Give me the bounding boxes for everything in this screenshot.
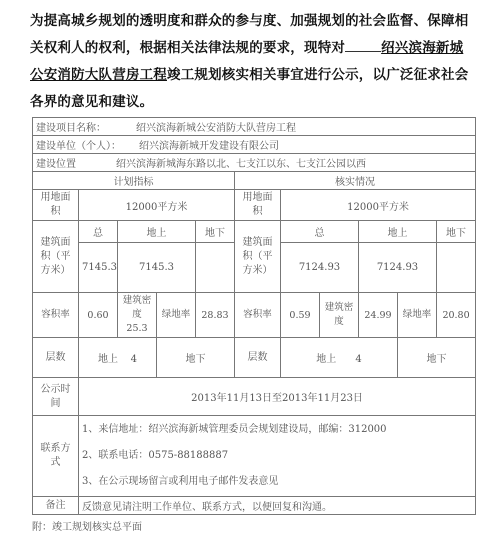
row-location [33, 154, 476, 172]
building-total-planned: 7145.3 [79, 243, 118, 293]
building-above-verified: 7124.93 [359, 243, 437, 293]
project-name: 绍兴滨海新城公安消防大队营房工程 [30, 40, 464, 83]
floors-v-label: 层数 [235, 338, 281, 378]
land-area-verified-label: 用地面积 [235, 190, 281, 221]
floors-above-planned [79, 338, 157, 378]
contact-label: 联系方式 [33, 416, 79, 497]
value-builder: 绍兴滨海新城开发建设有限公司 [139, 141, 279, 152]
far-label: 容积率 [33, 293, 79, 338]
far-planned: 0.60 [79, 293, 118, 338]
note-label: 备注 [33, 497, 79, 515]
floors-above-verified [281, 338, 398, 378]
publicity-label: 公示时间 [33, 378, 79, 416]
footer-attachment: 附：竣工规划核实总平面 [32, 522, 142, 533]
green-v-label: 绿地率 [398, 293, 437, 338]
intro-text: 为提高城乡规划的透明度和群众的参与度、加强规划的社会监督、保障相关权利人的权利，根据相关法律法规的要求，现特对 [30, 13, 469, 56]
building-total-verified: 7124.93 [281, 243, 359, 293]
density-planned: 25.3 [126, 323, 148, 334]
floors-above-value: 4 [130, 354, 138, 365]
building-below-verified [437, 243, 476, 293]
value-location: 绍兴滨海新城海东路以北、七支江以东、七支江公园以西 [116, 159, 366, 170]
label-builder: 建设单位（个人） [36, 141, 111, 152]
header-verified: 核实情况 [235, 172, 476, 190]
contact-line-2: 2、联系电话：0575-88188887 [82, 450, 229, 461]
building-below-planned [196, 243, 235, 293]
far-v-label: 容积率 [235, 293, 281, 338]
building-total-v-sub: 总 [281, 221, 359, 243]
floors-above-v-value: 4 [355, 354, 362, 365]
floors-below-planned: 地下 [157, 338, 235, 378]
building-below-v-sub: 地下 [437, 221, 476, 243]
building-above-planned: 7145.3 [118, 243, 196, 293]
contact-line-3: 3、在公示现场留言或利用电子邮件发表意见 [82, 476, 279, 487]
note-value: 反馈意见请注明工作单位、联系方式，以便回复和沟通。 [79, 497, 476, 515]
floors-above-v-text: 地上 [316, 354, 337, 365]
building-area-verified-label: 建筑面积（平方米） [235, 221, 281, 293]
green-planned: 28.83 [196, 293, 235, 338]
floors-label: 层数 [33, 338, 79, 378]
density-label-text: 建筑密度 [122, 295, 152, 320]
label-project-name: 建设项目名称 [36, 123, 96, 134]
density-label [118, 293, 157, 338]
row-project-name: 建设项目名称： 绍兴滨海新城公安消防大队营房工程 [33, 118, 476, 136]
row-builder: 建设单位（个人）： 绍兴滨海新城开发建设有限公司 [33, 136, 476, 154]
land-area-planned: 12000平方米 [79, 190, 235, 221]
far-verified: 0.59 [281, 293, 320, 338]
label-location: 建设位置 [36, 159, 76, 170]
density-verified: 24.99 [359, 293, 398, 338]
floors-below-verified: 地下 [398, 338, 476, 378]
contact-line-1: 1、来信地址：绍兴滨海新城管理委员会规划建设局，邮编：312000 [82, 424, 387, 435]
building-above-sub: 地上 [118, 221, 196, 243]
building-total-sub: 总 [79, 221, 118, 243]
floors-above-text: 地上 [97, 354, 118, 365]
header-planned: 计划指标 [33, 172, 235, 190]
intro-paragraph [30, 8, 470, 116]
land-area-label: 用地面积 [33, 190, 79, 221]
green-label: 绿地率 [157, 293, 196, 338]
blank-underline [345, 35, 381, 52]
green-verified: 20.80 [437, 293, 476, 338]
building-above-v-sub: 地上 [359, 221, 437, 243]
land-area-verified: 12000平方米 [281, 190, 476, 221]
publicity-value: 2013年11月13日至2013年11月23日 [79, 378, 476, 416]
building-area-label: 建筑面积（平方米） [33, 221, 79, 293]
density-v-label: 建筑密度 [320, 293, 359, 338]
contact-lines [79, 416, 476, 497]
building-below-sub: 地下 [196, 221, 235, 243]
notice-table [32, 117, 476, 515]
intro-text-2: 竣工规划核实相关事宜进行公示，以广泛征求社会各界的意见和建议。 [30, 67, 469, 110]
value-project-name: 绍兴滨海新城公安消防大队营房工程 [136, 123, 296, 134]
